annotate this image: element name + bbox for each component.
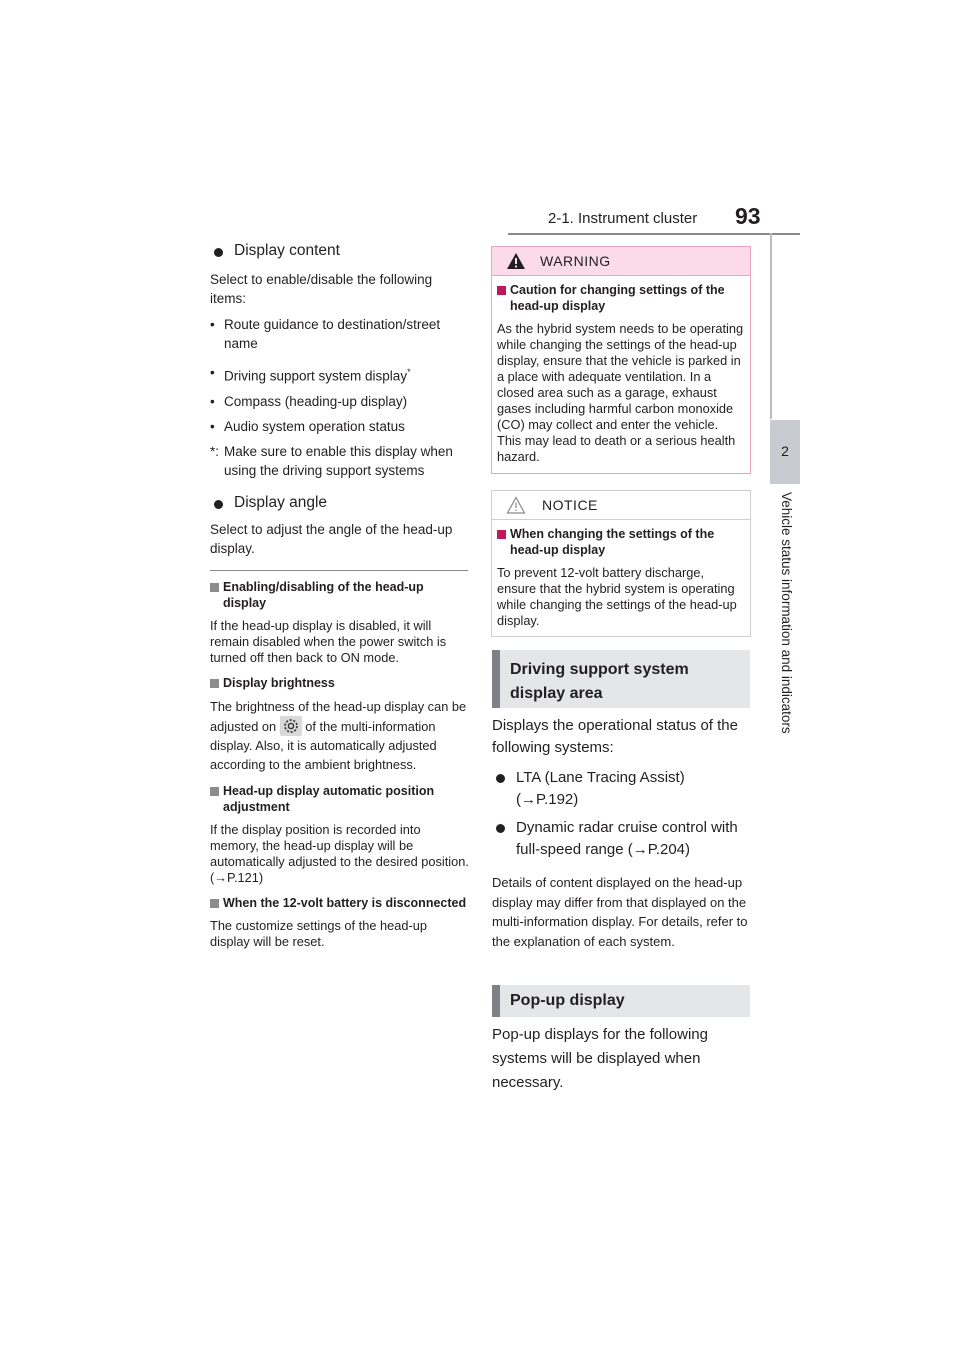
header-rule [508,233,800,235]
note-text: The customize settings of the head-up display will be reset. [210,918,427,949]
chapter-number: 2 [781,443,789,459]
square-bullet-icon [210,583,219,592]
display-angle-text: Select to adjust the angle of the head-up display. [210,521,453,556]
note-text: If the head-up display is disabled, it will remain disabled when the power switch is turned off then back to ON mode. [210,618,447,665]
square-bullet-icon [210,787,219,796]
gear-icon [280,716,302,736]
square-bullet-icon [210,899,219,908]
page-number: 93 [735,203,761,229]
display-content-list [210,315,470,480]
warning-text: As the hybrid system needs to be operating while changing the settings of the head-up display, ensure that the vehicle is parked in a place with adequate ventilation. In a closed area such as a garage, exhaust gases including harmful carbon monoxide (CO) may collect and enter the vehicle. This may lead to death or a serious health hazard. [497,321,744,464]
note-heading: When the 12-volt battery is disconnected [210,895,470,911]
list-item: LTA (Lane Tracing Assist) (→P.192) [492,767,750,811]
warning-content [492,276,750,465]
note-text: If the display position is recorded into memory, the head-up display will be automatically adjusted to the desired position. (→P.121) [210,822,469,885]
driving-support-content [492,715,750,951]
square-bullet-icon [497,530,506,539]
notice-content [492,520,750,629]
warning-label: WARNING [540,253,611,269]
note-text: The brightness of the head-up display can be adjusted on of the multi-information display. Also, it is automatically adjusted according to the ambient brightness. [210,699,467,772]
notice-title-bar [492,491,750,520]
driving-support-heading: Driving support system display area [492,650,750,708]
side-rule [770,233,772,419]
notice-heading: When changing the settings of the head-up display [497,526,745,558]
footnote: *: Make sure to enable this display when using the driving support systems [210,443,453,478]
bullet-icon [496,774,505,783]
list-item: • Compass (heading-up display) [210,393,408,409]
notice-label: NOTICE [542,497,598,513]
list-item: Dynamic radar cruise control with full-speed range (→P.204) [492,817,750,861]
list-item: • Audio system operation status [210,418,405,434]
popup-heading: Pop-up display [492,985,750,1017]
bullet-icon [214,248,223,257]
warning-title-bar [492,247,750,276]
divider [210,570,468,571]
warning-box [491,246,751,474]
square-bullet-icon [210,679,219,688]
display-content-heading: Display content [210,242,470,260]
display-content-intro: Select to enable/disable the following items: [210,272,433,306]
display-angle-heading: Display angle [210,494,470,512]
warning-triangle-icon [506,252,526,270]
square-bullet-icon [497,286,506,295]
notice-text: To prevent 12-volt battery discharge, ensure that the hybrid system is operating while changing the settings of the head-up display. [497,565,737,628]
left-column [210,242,470,558]
note-heading: Display brightness [210,675,470,691]
section-title: 2-1. Instrument cluster [548,210,698,227]
popup-text: Pop-up displays for the following systems will be displayed when necessary. [492,1026,708,1091]
warning-heading: Caution for changing settings of the head-up display [497,282,745,314]
driving-support-intro: Displays the operational status of the following systems: [492,717,738,756]
bullet-icon [214,500,223,509]
notice-box [491,490,751,637]
bullet-icon [496,824,505,833]
note-heading: Enabling/disabling of the head-up display [210,579,470,611]
left-notes [210,579,470,950]
note-heading: Head-up display automatic position adjustment [210,783,470,815]
chapter-title: Vehicle status information and indicators [779,492,794,734]
list-item: • Driving support system display* [210,365,411,384]
driving-support-details: Details of content displayed on the head-up display may differ from that displayed on the multi-information display. For details, refer to the explanation of each system. [492,875,748,949]
list-item: • Route guidance to destination/street name [210,317,441,351]
asterisk-mark: * [407,367,411,377]
notice-triangle-icon [506,496,526,514]
